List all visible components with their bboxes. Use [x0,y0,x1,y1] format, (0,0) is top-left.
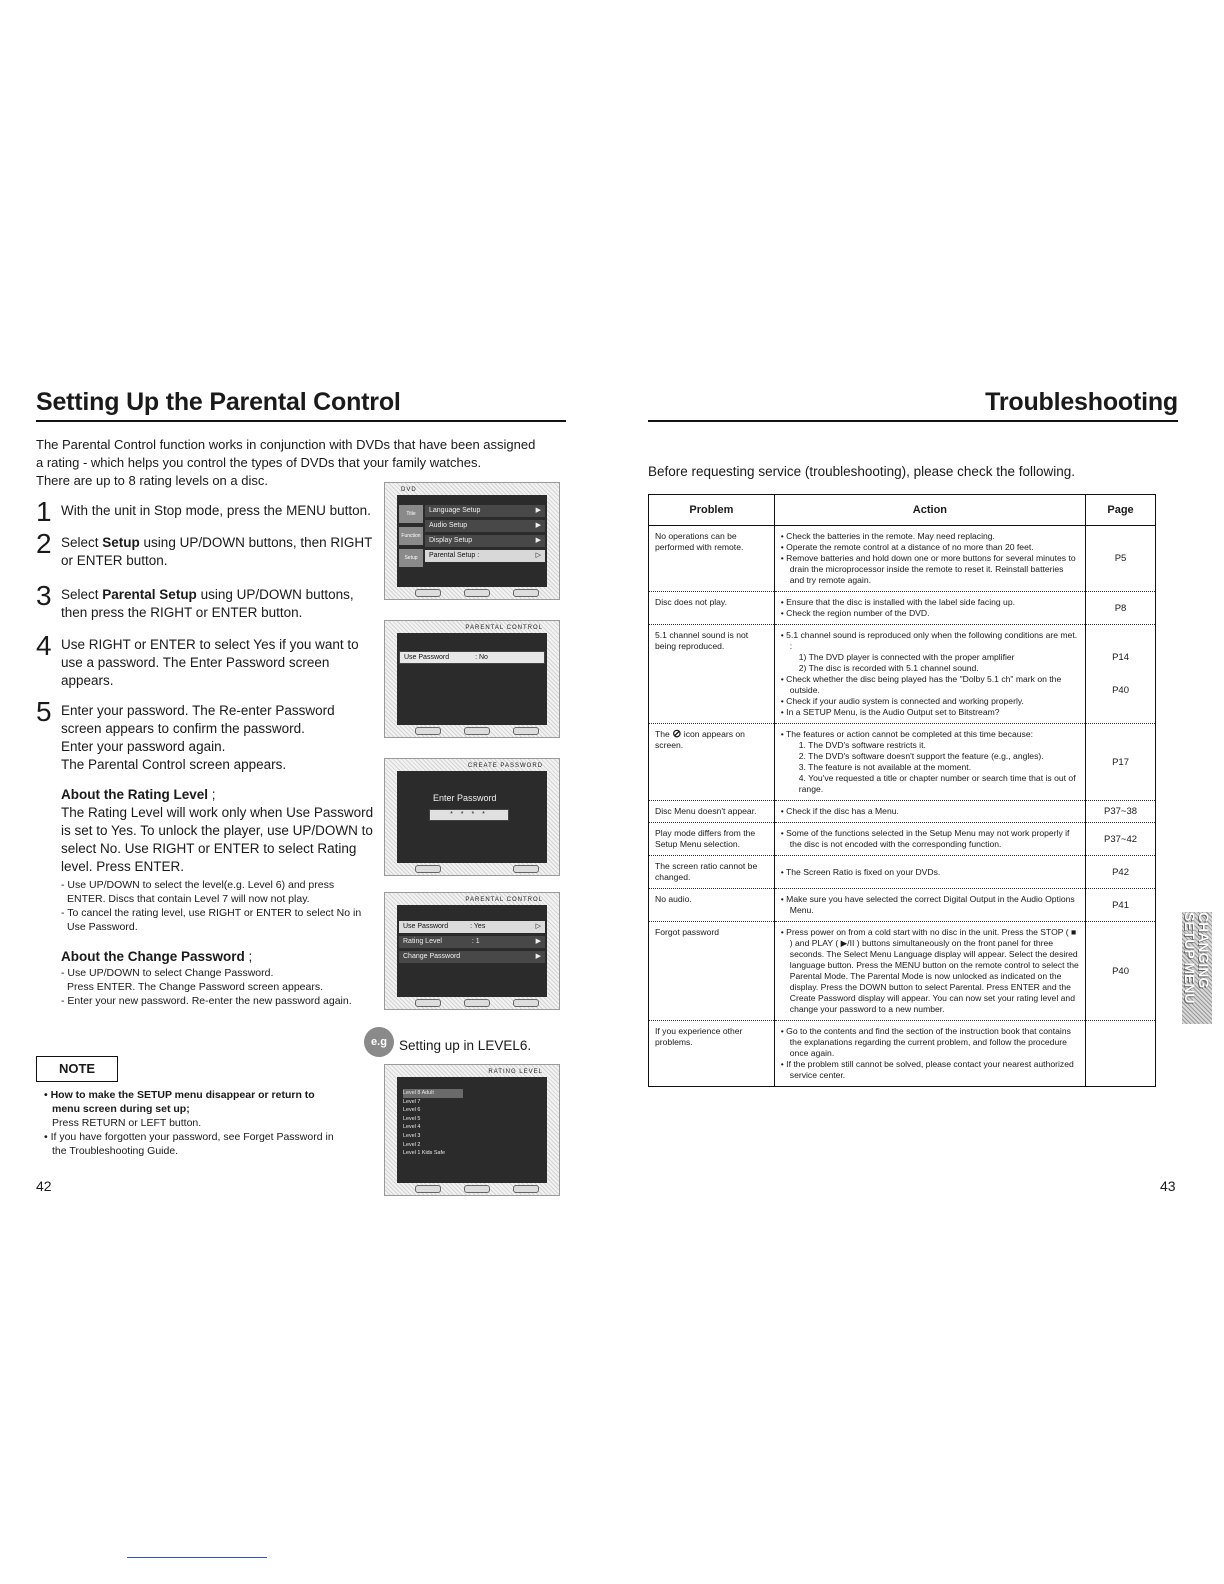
osd-button-icon [415,999,441,1007]
change-heading: About the Change Password [61,949,245,964]
osd-level: Level 6 [403,1107,421,1114]
problem-cell: Forgot password [649,922,775,1021]
osd-bar-label: Use Password [404,654,450,661]
step-text [61,502,371,520]
problem-cell: If you experience other problems. [649,1021,775,1087]
osd-level: Level 2 [403,1141,421,1148]
right-page-number: 43 [1160,1178,1176,1194]
arrow-right-icon: ▶ [535,507,541,514]
action-line: • Operate the remote control at a distance of no more than 20 feet. [780,542,1034,552]
step-text [61,586,354,622]
table-row [649,801,1156,823]
change-note: - Enter your new password. Re-enter the new password again. [61,995,352,1007]
right-intro: Before requesting service (troubleshooting), please check the following. [648,464,1075,479]
osd-button-icon [464,1185,490,1193]
note-list [44,1088,364,1158]
note-item: • If you have forgotten your password, see Forget Password in [44,1131,334,1143]
note-item: menu screen during set up; [52,1103,190,1115]
rating-note: - Use UP/DOWN to select the level(e.g. Level 6) and press [61,879,335,891]
osd-level: Level 5 [403,1115,421,1122]
osd-screen [397,633,547,725]
action-line: • Go to the contents and find the section of the instruction book that contains the explanations regarding the current problem, and follow the procedure once again. [780,1026,1071,1058]
osd-rating-level [384,1064,560,1196]
table-row [649,592,1156,625]
step-number: 5 [36,696,52,727]
step-line: screen appears to confirm the password. [61,721,305,736]
left-page-title: Setting Up the Parental Control [36,388,401,416]
rating-line: select No. Use RIGHT or ENTER to select Rating [61,841,357,856]
osd-buttons [415,865,539,873]
page-ref: P14 [1112,652,1129,663]
table-row [649,526,1156,592]
change-heading-suffix: ; [244,949,253,964]
arrow-right-icon: ▶ [535,522,541,529]
action-cell [774,625,1085,724]
arrow-right-icon: ▶ [535,537,541,544]
step-line: The Parental Control screen appears. [61,757,287,772]
table-row [649,625,1156,724]
action-cell [774,922,1085,1021]
rating-heading-suffix: ; [208,787,216,802]
note-item: • How to make the SETUP menu disappear or return to [44,1089,315,1101]
side-tab-label: CHANGING SETUP MENU [1182,912,1212,1004]
osd-title: PARENTAL CONTROL [465,897,543,903]
step-text [61,636,359,690]
rating-note: ENTER. Discs that contain Level 7 will now not play. [67,893,310,905]
osd-password-field: * * * * [429,809,509,821]
rating-level-section [61,786,381,934]
osd-item [425,550,545,562]
section-side-tab [1182,912,1212,1024]
troubleshooting-table [648,494,1156,1087]
page-cell [1086,625,1156,724]
rating-line: The Rating Level will work only when Use Password [61,805,374,820]
osd-side-tab: Title [399,505,423,523]
osd-button-icon [513,1185,539,1193]
action-line: • Check the region number of the DVD. [780,608,930,618]
action-line: • The features or action cannot be completed at this time because: [780,729,1033,739]
action-cell [774,889,1085,922]
action-cell [774,856,1085,889]
osd-password-label: Enter Password [433,793,497,803]
osd-button-icon [415,1185,441,1193]
osd-button-icon [415,727,441,735]
osd-button-icon [513,727,539,735]
osd-item-label: Audio Setup [429,522,468,529]
osd-level: Level 8 Adult [403,1089,463,1098]
osd-item [425,520,545,532]
action-line: • The Screen Ratio is fixed on your DVDs. [780,866,941,877]
rating-heading: About the Rating Level [61,787,209,802]
problem-cell: No audio. [649,889,775,922]
action-line: • Check whether the disc being played has the "Dolby 5.1 ch" mark on the outside. [780,674,1062,695]
step-line: Enter your password. The Re-enter Password [61,703,335,718]
osd-title: CREATE PASSWORD [467,763,543,769]
action-line: 1. The DVD's software restricts it. [798,740,926,750]
osd-buttons [415,1185,539,1193]
step-line [61,534,372,552]
osd-create-password [384,758,560,876]
osd-button-icon [415,589,441,597]
osd-side-tab: Setup [399,549,423,567]
intro-line: a rating - which helps you control the types of DVDs that your family watches. [36,455,482,470]
step-number: 2 [36,528,52,559]
intro-line: There are up to 8 rating levels on a disc. [36,473,268,488]
osd-button-icon [513,589,539,597]
osd-item-label: Language Setup [429,507,481,514]
page-cell: P40 [1086,922,1156,1021]
header-action: Action [774,495,1085,526]
step-text [61,534,372,570]
problem-cell: Disc Menu doesn't appear. [649,801,775,823]
osd-side-tab: Function [399,527,423,545]
action-line: • If the problem still cannot be solved, please contact your nearest authorized service center. [780,1059,1074,1080]
step-pre: Select [61,535,103,550]
change-password-section [61,948,381,1008]
osd-title: DVD [401,487,417,493]
arrow-right-icon: ▶ [535,953,541,960]
page-cell: P37~38 [1086,801,1156,823]
change-note: Press ENTER. The Change Password screen appears. [67,981,324,993]
osd-parental-control [384,620,560,738]
action-line: 4. You've requested a title or chapter number or search time that is out of range. [798,773,1076,794]
action-line: • Check the batteries in the remote. May need replacing. [780,531,995,541]
osd-buttons [415,999,539,1007]
table-row [649,889,1156,922]
table-row [649,922,1156,1021]
right-page-title: Troubleshooting [985,388,1178,416]
step-line: Enter your password again. [61,739,226,754]
osd-bar [399,651,545,664]
osd-button-icon [464,999,490,1007]
note-label: NOTE [36,1056,118,1082]
problem-cell: 5.1 channel sound is not being reproduced. [649,625,775,724]
step-line: With the unit in Stop mode, press the MENU button. [61,503,371,518]
problem-text: icon appears on screen. [655,729,745,750]
osd-item [399,921,545,933]
arrow-right-icon: ▷ [535,923,541,930]
action-line: • Make sure you have selected the correct Digital Output in the Audio Options Menu. [780,894,1075,915]
action-line: • Remove batteries and hold down one or more buttons for several minutes to drain the microprocessor inside the remote to reset it. Reinstall batteries and try remote again. [780,553,1076,585]
osd-level: Level 7 [403,1098,421,1105]
step-bold: Parental Setup [102,587,197,602]
osd-title: PARENTAL CONTROL [465,625,543,631]
step-line: Use RIGHT or ENTER to select Yes if you want to [61,637,359,652]
osd-button-icon [415,865,441,873]
action-line: 3. The feature is not available at the moment. [798,762,972,772]
osd-button-icon [464,589,490,597]
problem-cell: Disc does not play. [649,592,775,625]
action-line: • 5.1 channel sound is reproduced only when the following conditions are met. : [780,630,1078,651]
osd-item-value: : 1 [471,938,480,945]
osd-button-icon [464,727,490,735]
page-cell: P41 [1086,889,1156,922]
arrow-right-icon: ▶ [535,938,541,945]
eg-badge: e.g [364,1027,394,1057]
action-cell [774,1021,1085,1087]
step-post: using UP/DOWN buttons, then RIGHT [139,535,373,550]
osd-title: RATING LEVEL [488,1069,543,1075]
page-cell [1086,1021,1156,1087]
action-line: • Some of the functions selected in the Setup Menu may not work properly if the disc is not encoded with the corresponding function. [780,828,1070,849]
action-cell [774,526,1085,592]
osd-level: Level 4 [403,1124,421,1131]
osd-item [399,936,545,948]
step-number: 3 [36,580,52,611]
step-text [61,702,335,774]
page-ref: P40 [1112,685,1129,696]
osd-bar-value: : No [475,654,488,661]
table-row [649,856,1156,889]
step-line: then press the RIGHT or ENTER button. [61,605,303,620]
osd-item [425,535,545,547]
action-line: • In a SETUP Menu, is the Audio Output set to Bitstream? [780,707,1000,717]
table-row [649,724,1156,801]
table-row [649,1021,1156,1087]
osd-item-value: : Yes [470,923,486,930]
step-post: using UP/DOWN buttons, [196,587,354,602]
note-item: Press RETURN or LEFT button. [52,1117,202,1129]
page-cell: P42 [1086,856,1156,889]
intro-line: The Parental Control function works in conjunction with DVDs that have been assigned [36,437,536,452]
osd-item-label: Display Setup [429,537,473,544]
step-line: appears. [61,673,114,688]
osd-parental-control-yes [384,892,560,1010]
step-number: 4 [36,630,52,661]
change-note: - Use UP/DOWN to select Change Password. [61,967,274,979]
eg-text: Setting up in LEVEL6. [399,1038,532,1053]
osd-buttons [415,727,539,735]
header-problem: Problem [649,495,775,526]
step-pre: Select [61,587,103,602]
osd-button-icon [513,999,539,1007]
problem-cell [649,724,775,801]
step-line: use a password. The Enter Password screen [61,655,330,670]
page-cell: P8 [1086,592,1156,625]
step-line: or ENTER button. [61,553,168,568]
arrow-right-icon: ▷ [535,552,541,559]
action-cell [774,592,1085,625]
action-cell [774,801,1085,823]
osd-level: Level 3 [403,1132,421,1139]
page-cell: P5 [1086,526,1156,592]
footer-link-rule [127,1557,267,1558]
osd-buttons [415,589,539,597]
step-number: 1 [36,496,52,527]
problem-cell: Play mode differs from the Setup Menu selection. [649,823,775,856]
note-item: the Troubleshooting Guide. [52,1145,179,1157]
right-title-rule [648,420,1178,422]
osd-item-label: Rating Level [403,938,442,945]
table-header-row [649,495,1156,526]
rating-line: is set to Yes. To unlock the player, use UP/DOWN to [61,823,373,838]
osd-item-label: Use Password [403,923,449,930]
page-cell: P17 [1086,724,1156,801]
action-cell [774,724,1085,801]
action-line: 1) The DVD player is connected with the proper amplifier [798,652,1015,662]
left-page-number: 42 [36,1178,52,1194]
action-line: • Check if the disc has a Menu. [780,806,899,816]
osd-item-label: Parental Setup : [429,552,480,559]
prohibited-icon: ⊘ [672,728,682,740]
action-line: 2) The disc is recorded with 5.1 channel sound. [798,663,979,673]
action-cell [774,823,1085,856]
rating-note: Use Password. [67,921,138,933]
osd-button-icon [513,865,539,873]
action-line: • Press power on from a cold start with no disc in the unit. Press the STOP ( ■ ) and PLAY ( ▶/II ) buttons simultaneously on the front panel for three seconds. The Select Menu Language display will appear. Select the desired language button. Press the MENU button on the remote control to select the Parental Mode. The Parental Mode is now unlocked as indicated on the display. Press the DOWN button to select Parental. Press ENTER and the Create Password display will appear. You can now set your rating level and change your password to a new number. [780,927,1079,1014]
action-line: • Ensure that the disc is installed with the label side facing up. [780,597,1015,607]
rating-line: level. Press ENTER. [61,859,185,874]
step-bold: Setup [102,535,140,550]
osd-item [425,505,545,517]
table-row [649,823,1156,856]
osd-level: Level 1 Kids Safe [403,1150,445,1157]
action-line: • Check if your audio system is connected and working properly. [780,696,1024,706]
step-line [61,586,354,604]
problem-pre: The [655,729,673,739]
osd-item-label: Change Password [403,953,461,960]
page-cell: P37~42 [1086,823,1156,856]
problem-cell: No operations can be performed with remote. [649,526,775,592]
action-line: 2. The DVD's software doesn't support the feature (e.g., angles). [798,751,1044,761]
header-page: Page [1086,495,1156,526]
osd-setup-menu [384,482,560,600]
rating-note: - To cancel the rating level, use RIGHT or ENTER to select No in [61,907,362,919]
left-title-rule [36,420,566,422]
problem-cell: The screen ratio cannot be changed. [649,856,775,889]
osd-level-list [403,1089,463,1158]
osd-item [399,951,545,963]
